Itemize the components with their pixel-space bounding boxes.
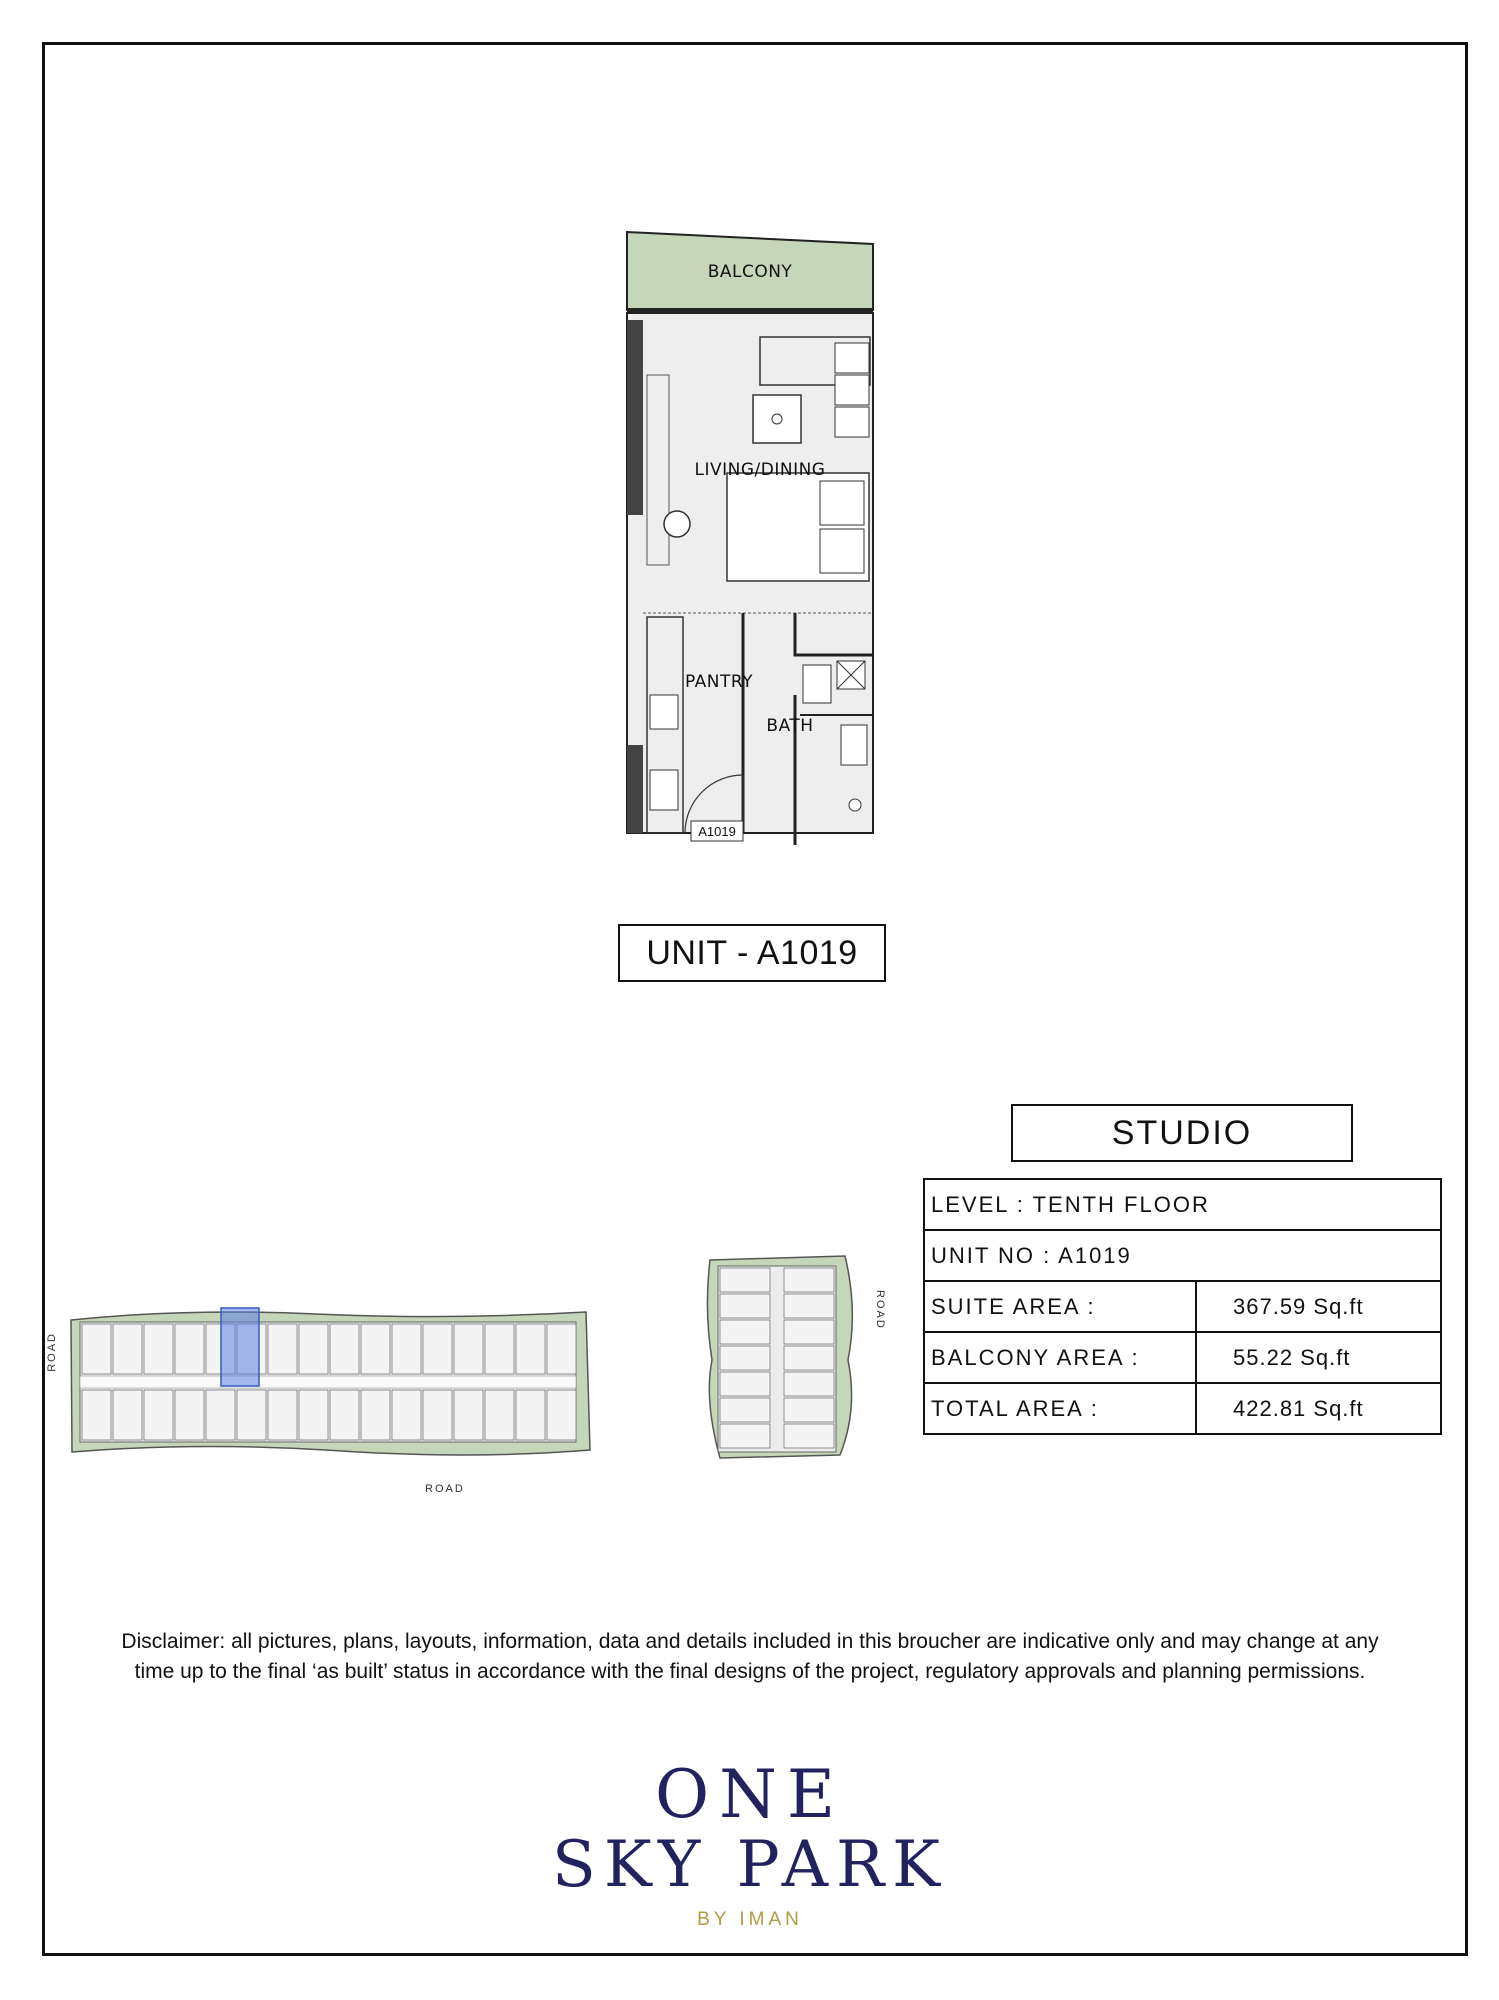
left-wall-lower [627,745,643,833]
key-plan-corridor [80,1376,576,1388]
key-plan-unit-cell [454,1390,483,1440]
suite-area-label: SUITE AREA : [924,1281,1196,1332]
balcony-area-label: BALCONY AREA : [924,1332,1196,1383]
key-plan-unit-cell [485,1324,514,1374]
tower-unit-cell [784,1346,834,1370]
tower-unit-cell [720,1424,770,1448]
unit-floor-plan [615,225,885,845]
logo-line-one: ONE [654,1756,846,1833]
balcony-area-value: 55.22 Sq.ft [1196,1332,1441,1383]
total-area-label: TOTAL AREA : [924,1383,1196,1434]
key-plan-unit-cell [175,1390,204,1440]
tower-unit-cell [784,1320,834,1344]
unit-highlight [221,1308,259,1386]
key-plan-unit-cell [82,1390,111,1440]
sofa-cushion [835,375,869,405]
key-plan-unit-cell [392,1324,421,1374]
bath-sink [841,725,867,765]
tower-unit-cell [720,1268,770,1292]
tower-unit-cell [784,1294,834,1318]
unit-title: UNIT - A1019 [618,924,886,982]
sofa-cushion [835,407,869,437]
level-cell: LEVEL : TENTH FLOOR [924,1179,1441,1230]
logo-line-sky-park: SKY PARK [552,1828,948,1902]
table-row [924,1332,1441,1383]
key-plan-unit-cell [144,1324,173,1374]
door-tag: A1019 [698,824,736,839]
key-plan-unit-cell [423,1324,452,1374]
tower-unit-cell [784,1424,834,1448]
left-wall [627,320,643,515]
key-plan-main [66,1300,596,1480]
key-plan-unit-cell [268,1324,297,1374]
key-plan-unit-cell [268,1390,297,1440]
toilet [803,665,831,703]
key-plan-unit-cell [454,1324,483,1374]
key-plan-unit-cell [516,1324,545,1374]
key-plan-unit-cell [237,1390,266,1440]
road-label-left: ROAD [46,1332,58,1372]
key-plan-unit-cell [144,1390,173,1440]
table-row [924,1230,1441,1281]
tower-unit-cell [784,1372,834,1396]
tower-unit-cell [720,1398,770,1422]
tower-unit-cell [784,1398,834,1422]
key-plan-unit-cell [330,1390,359,1440]
key-plan-unit-cell [113,1324,142,1374]
key-plan-unit-cell [299,1390,328,1440]
total-area-value: 422.81 Sq.ft [1196,1383,1441,1434]
key-plan-unit-cell [113,1390,142,1440]
key-plan-unit-cell [516,1390,545,1440]
tower-unit-cell [720,1320,770,1344]
coffee-table [753,395,801,443]
chair [664,511,690,537]
key-plan-unit-cell [392,1390,421,1440]
key-plan-unit-cell [206,1390,235,1440]
key-plan-unit-cell [547,1324,576,1374]
key-plan-unit-cell [175,1324,204,1374]
tower-unit-cell [720,1346,770,1370]
table-row [924,1281,1441,1332]
key-plan-unit-cell [485,1390,514,1440]
table-row [924,1383,1441,1434]
key-plan-tower [700,1250,860,1465]
road-label-right: ROAD [874,1290,886,1330]
cooktop [650,695,678,729]
key-plan-unit-cell [82,1324,111,1374]
disclaimer: Disclaimer: all pictures, plans, layouts, information, data and details included in this broucher are indicative only and may change at any time up to the final ‘as built’ status in accordance with the final designs of the project, regulatory approvals and planning permissions. [121,1630,1379,1683]
sofa-cushion [835,343,869,373]
key-plan-unit-cell [423,1390,452,1440]
suite-area-value: 367.59 Sq.ft [1196,1281,1441,1332]
tower-unit-cell [720,1294,770,1318]
road-label-bottom: ROAD [425,1483,465,1495]
pillow [820,481,864,525]
room-label-bath: BATH [766,716,814,736]
logo-line-by-iman: BY IMAN [697,1909,803,1930]
room-label-pantry: PANTRY [684,672,754,692]
table-row [924,1179,1441,1230]
key-plan-unit-cell [547,1390,576,1440]
key-plan-unit-cell [361,1324,390,1374]
floor-drain [849,799,861,811]
key-plan-unit-cell [361,1390,390,1440]
pillow [820,529,864,573]
room-label-living: LIVING/DINING [694,460,826,480]
tower-unit-cell [720,1372,770,1396]
key-plan-unit-cell [299,1324,328,1374]
unit-no-cell: UNIT NO : A1019 [924,1230,1441,1281]
area-table [923,1178,1442,1435]
unit-type: STUDIO [1011,1104,1353,1162]
tower-unit-cell [784,1268,834,1292]
room-label-balcony: BALCONY [707,262,793,282]
pantry-sink [650,770,678,810]
key-plan-unit-cell [330,1324,359,1374]
